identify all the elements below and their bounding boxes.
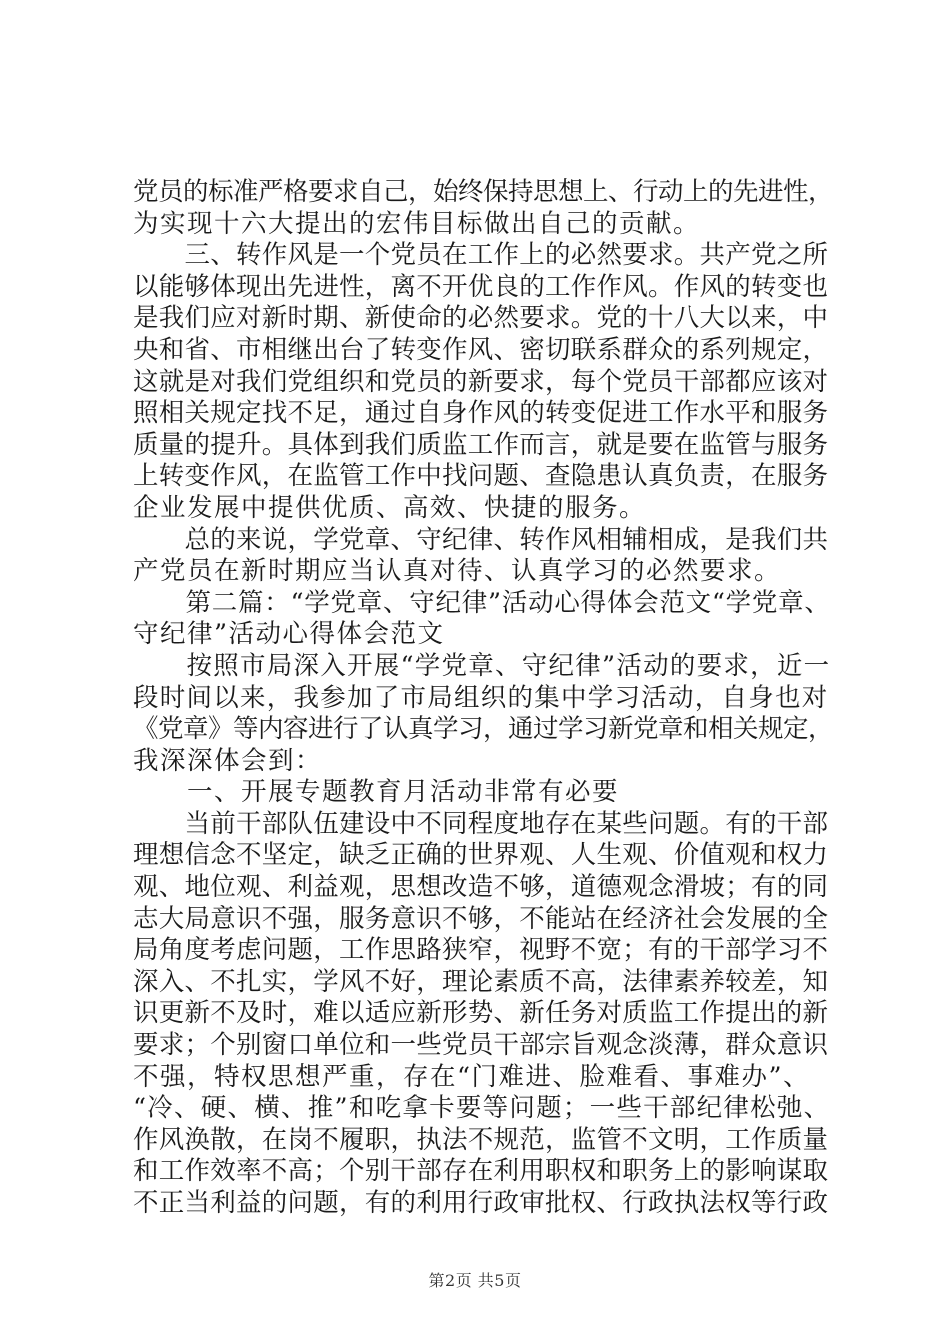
text-line: 局角度考虑问题，工作思路狭窄，视野不宽；有的干部学习不 (133, 935, 829, 966)
text-line: 深入、不扎实，学风不好，理论素质不高，法律素养较差，知 (133, 966, 829, 997)
text-line: 以能够体现出先进性，离不开优良的工作作风。作风的转变也 (133, 271, 829, 302)
text-line: 不正当利益的问题，有的利用行政审批权、行政执法权等行政 (133, 1188, 829, 1218)
text-line: 观、地位观、利益观，思想改造不够，道德观念滑坡；有的同 (133, 872, 829, 903)
text-line: 作风涣散，在岗不履职，执法不规范，监管不文明，工作质量 (133, 1124, 829, 1155)
text-line: 按照市局深入开展“学党章、守纪律”活动的要求，近一 (133, 650, 831, 681)
section-heading: 守纪律”活动心得体会范文 (133, 619, 445, 650)
text-line: 我深深体会到： (133, 745, 323, 776)
text-line: “冷、硬、横、推”和吃拿卡要等问题；一些干部纪律松弛、 (133, 1093, 831, 1124)
text-line: 当前干部队伍建设中不同程度地存在某些问题。有的干部 (133, 808, 829, 839)
page-number-footer: 第2页 共5页 (428, 1271, 522, 1290)
text-line: 三、转作风是一个党员在工作上的必然要求。共产党之所 (133, 240, 829, 271)
text-line: 不强，特权思想严重，存在“门难进、脸难看、事难办”、 (133, 1061, 811, 1092)
body-text (133, 177, 833, 1220)
text-line: 总的来说，学党章、守纪律、转作风相辅相成，是我们共 (133, 524, 829, 555)
subsection-heading: 一、开展专题教育月活动非常有必要 (133, 777, 620, 808)
text-line: 志大局意识不强，服务意识不够，不能站在经济社会发展的全 (133, 903, 829, 934)
text-line: 党员的标准严格要求自己，始终保持思想上、行动上的先进性， (133, 177, 834, 207)
text-line: 和工作效率不高；个别干部存在利用职权和职务上的影响谋取 (133, 1156, 829, 1187)
text-line: 为实现十六大提出的宏伟目标做出自己的贡献。 (133, 208, 701, 239)
text-line: 要求；个别窗口单位和一些党员干部宗旨观念淡薄，群众意识 (133, 1030, 829, 1061)
text-line: 识更新不及时，难以适应新形势、新任务对质监工作提出的新 (133, 998, 829, 1029)
text-line: 产党员在新时期应当认真对待、认真学习的必然要求。 (133, 556, 782, 587)
text-line: 理想信念不坚定，缺乏正确的世界观、人生观、价值观和权力 (133, 840, 829, 871)
text-line: 上转变作风，在监管工作中找问题、查隐患认真负责，在服务 (133, 461, 829, 492)
text-line: 企业发展中提供优质、高效、快捷的服务。 (133, 492, 647, 523)
text-line: 央和省、市相继出台了转变作风、密切联系群众的系列规定， (133, 334, 829, 365)
section-heading: 第二篇：“学党章、守纪律”活动心得体会范文“学党章、 (133, 587, 831, 618)
text-line: 这就是对我们党组织和党员的新要求，每个党员干部都应该对 (133, 366, 829, 397)
text-line: 照相关规定找不足，通过自身作风的转变促进工作水平和服务 (133, 398, 829, 429)
text-line: 《党章》等内容进行了认真学习，通过学习新党章和相关规定， (133, 714, 834, 745)
text-line: 质量的提升。具体到我们质监工作而言，就是要在监管与服务 (133, 429, 829, 460)
text-line: 是我们应对新时期、新使命的必然要求。党的十八大以来，中 (133, 303, 829, 334)
text-line: 段时间以来，我参加了市局组织的集中学习活动，自身也对 (133, 682, 829, 713)
